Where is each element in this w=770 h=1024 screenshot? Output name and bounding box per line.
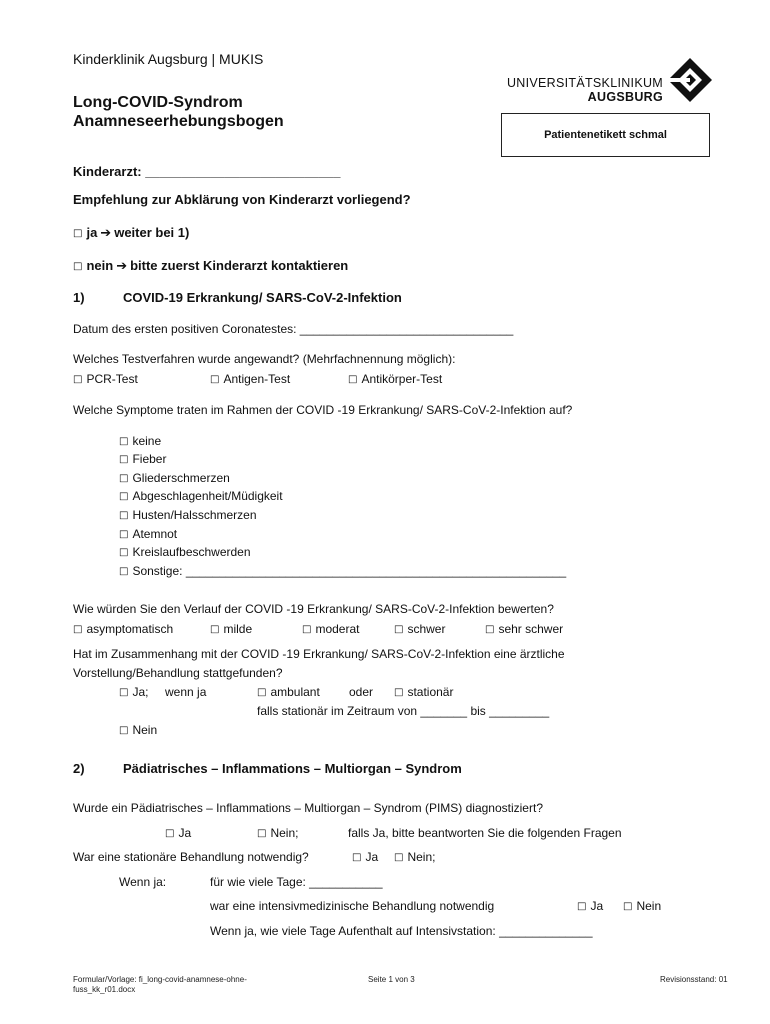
logo-line2: AUGSBURG bbox=[587, 90, 663, 104]
symptom-atemnot[interactable]: □ Atemnot bbox=[119, 527, 178, 541]
empfehlung-ja-option[interactable]: □ ja ➔ weiter bei 1) bbox=[73, 225, 190, 241]
behandlung-ja-option[interactable]: □ Ja; bbox=[119, 685, 149, 699]
symptom-gliederschmerzen[interactable]: □ Gliederschmerzen bbox=[119, 471, 230, 485]
intensiv-question: war eine intensivmedizinische Behandlung notwendig bbox=[210, 899, 495, 913]
document-title-line1: Long-COVID-Syndrom bbox=[73, 94, 243, 111]
checkbox-icon[interactable]: □ bbox=[119, 547, 129, 558]
checkbox-icon[interactable]: □ bbox=[119, 510, 129, 521]
checkbox-icon[interactable]: □ bbox=[210, 624, 220, 635]
footer-template-line2: fuss_kk_r01.docx bbox=[73, 985, 136, 994]
stationaer-question: War eine stationäre Behandlung notwendig? bbox=[73, 850, 309, 864]
pims-question: Wurde ein Pädiatrisches – Inflammations – Multiorgan – Syndrom (PIMS) diagnostiziert? bbox=[73, 801, 543, 815]
arrow-right-icon: ➔ bbox=[100, 226, 112, 241]
checkbox-icon[interactable]: □ bbox=[73, 228, 83, 239]
footer-revision: Revisionsstand: 01 bbox=[660, 975, 728, 984]
verlauf-sehr-schwer[interactable]: □ sehr schwer bbox=[485, 622, 564, 636]
logo-line1: UNIVERSITÄTSKLINIKUM bbox=[506, 76, 663, 90]
zeitraum-field[interactable]: falls stationär im Zeitraum von _______ bis _________ bbox=[257, 704, 550, 718]
behandlung-question-line2: Vorstellung/Behandlung stattgefunden? bbox=[73, 666, 283, 680]
datum-field[interactable]: Datum des ersten positiven Coronatestes: ________________________________ bbox=[73, 322, 514, 336]
pims-nein-option[interactable]: □ Nein; bbox=[257, 826, 299, 840]
intensiv-tage-field[interactable]: Wenn ja, wie viele Tage Aufenthalt auf Intensivstation: ______________ bbox=[210, 924, 593, 938]
kinderarzt-field[interactable]: Kinderarzt: ___________________________ bbox=[73, 164, 341, 179]
behandlung-question-line1: Hat im Zusammenhang mit der COVID -19 Erkrankung/ SARS-CoV-2-Infektion eine ärztliche bbox=[73, 647, 565, 661]
checkbox-icon[interactable]: □ bbox=[73, 624, 83, 635]
symptom-keine[interactable]: □ keine bbox=[119, 434, 162, 448]
pims-followup: falls Ja, bitte beantworten Sie die folgenden Fragen bbox=[348, 826, 622, 840]
checkbox-icon[interactable]: □ bbox=[119, 491, 129, 502]
footer-template-line1: Formular/Vorlage: fi_long-covid-anamnese-ohne- bbox=[73, 975, 247, 984]
checkbox-icon[interactable]: □ bbox=[165, 828, 175, 839]
intensiv-ja-option[interactable]: □ Ja bbox=[577, 899, 604, 913]
verlauf-moderat[interactable]: □ moderat bbox=[302, 622, 360, 636]
document-title-line2: Anamneseerhebungsbogen bbox=[73, 113, 284, 130]
stationaer-nein-option[interactable]: □ Nein; bbox=[394, 850, 436, 864]
wenn-ja-label: wenn ja bbox=[165, 685, 207, 699]
stationaer-option[interactable]: □ stationär bbox=[394, 685, 454, 699]
checkbox-icon[interactable]: □ bbox=[394, 852, 404, 863]
checkbox-icon[interactable]: □ bbox=[257, 687, 267, 698]
checkbox-icon[interactable]: □ bbox=[73, 261, 83, 272]
verlauf-milde[interactable]: □ milde bbox=[210, 622, 253, 636]
tage-field[interactable]: für wie viele Tage: ___________ bbox=[210, 875, 383, 889]
checkbox-icon[interactable]: □ bbox=[623, 901, 633, 912]
empfehlung-question: Empfehlung zur Abklärung von Kinderarzt vorliegend? bbox=[73, 192, 411, 207]
symptom-kreislauf[interactable]: □ Kreislaufbeschwerden bbox=[119, 545, 251, 559]
pims-ja-option[interactable]: □ Ja bbox=[165, 826, 192, 840]
verlauf-schwer[interactable]: □ schwer bbox=[394, 622, 446, 636]
section2-number: 2) bbox=[73, 761, 85, 776]
clinic-name: Kinderklinik Augsburg | MUKIS bbox=[73, 51, 264, 67]
verlauf-question: Wie würden Sie den Verlauf der COVID -19 Erkrankung/ SARS-CoV-2-Infektion bewerten? bbox=[73, 602, 554, 616]
checkbox-icon[interactable]: □ bbox=[119, 473, 129, 484]
arrow-right-icon: ➔ bbox=[116, 259, 128, 274]
intensiv-nein-option[interactable]: □ Nein bbox=[623, 899, 662, 913]
empfehlung-nein-option[interactable]: □ nein ➔ bitte zuerst Kinderarzt kontaktieren bbox=[73, 258, 349, 274]
checkbox-icon[interactable]: □ bbox=[302, 624, 312, 635]
patient-sticker-label: Patientenetikett schmal bbox=[544, 129, 667, 141]
checkbox-icon[interactable]: □ bbox=[119, 687, 129, 698]
checkbox-icon[interactable]: □ bbox=[119, 454, 129, 465]
test-option-antigen[interactable]: □ Antigen-Test bbox=[210, 372, 291, 386]
test-option-pcr[interactable]: □ PCR-Test bbox=[73, 372, 138, 386]
section2-title: Pädiatrisches – Inflammations – Multiorgan – Syndrom bbox=[123, 761, 462, 776]
oder-label: oder bbox=[349, 685, 374, 699]
behandlung-nein-option[interactable]: □ Nein bbox=[119, 723, 158, 737]
symptom-abgeschlagenheit[interactable]: □ Abgeschlagenheit/Müdigkeit bbox=[119, 489, 283, 503]
stationaer-ja-option[interactable]: □ Ja bbox=[352, 850, 379, 864]
symptom-husten[interactable]: □ Husten/Halsschmerzen bbox=[119, 508, 257, 522]
checkbox-icon[interactable]: □ bbox=[210, 374, 220, 385]
test-question: Welches Testverfahren wurde angewandt? (Mehrfachnennung möglich): bbox=[73, 352, 456, 366]
ambulant-option[interactable]: □ ambulant bbox=[257, 685, 320, 699]
checkbox-icon[interactable]: □ bbox=[352, 852, 362, 863]
checkbox-icon[interactable]: □ bbox=[119, 566, 129, 577]
test-option-antikoerper[interactable]: □ Antikörper-Test bbox=[348, 372, 443, 386]
symptom-fieber[interactable]: □ Fieber bbox=[119, 452, 167, 466]
section1-number: 1) bbox=[73, 290, 85, 305]
checkbox-icon[interactable]: □ bbox=[119, 529, 129, 540]
diamond-logo-icon bbox=[666, 56, 714, 104]
patient-sticker-box bbox=[501, 113, 710, 157]
checkbox-icon[interactable]: □ bbox=[119, 725, 129, 736]
symptom-sonstige[interactable]: □ Sonstige: _________________________________________________________ bbox=[119, 564, 567, 578]
checkbox-icon[interactable]: □ bbox=[119, 436, 129, 447]
symptom-question: Welche Symptome traten im Rahmen der COVID -19 Erkrankung/ SARS-CoV-2-Infektion auf? bbox=[73, 403, 573, 417]
checkbox-icon[interactable]: □ bbox=[348, 374, 358, 385]
section1-title: COVID-19 Erkrankung/ SARS-CoV-2-Infektion bbox=[123, 290, 402, 305]
checkbox-icon[interactable]: □ bbox=[394, 624, 404, 635]
wenn-ja-label-2: Wenn ja: bbox=[119, 875, 167, 889]
verlauf-asymptomatisch[interactable]: □ asymptomatisch bbox=[73, 622, 174, 636]
checkbox-icon[interactable]: □ bbox=[485, 624, 495, 635]
checkbox-icon[interactable]: □ bbox=[73, 374, 83, 385]
checkbox-icon[interactable]: □ bbox=[257, 828, 267, 839]
logo-text bbox=[500, 76, 663, 104]
footer-page-number: Seite 1 von 3 bbox=[368, 975, 415, 984]
checkbox-icon[interactable]: □ bbox=[577, 901, 587, 912]
checkbox-icon[interactable]: □ bbox=[394, 687, 404, 698]
